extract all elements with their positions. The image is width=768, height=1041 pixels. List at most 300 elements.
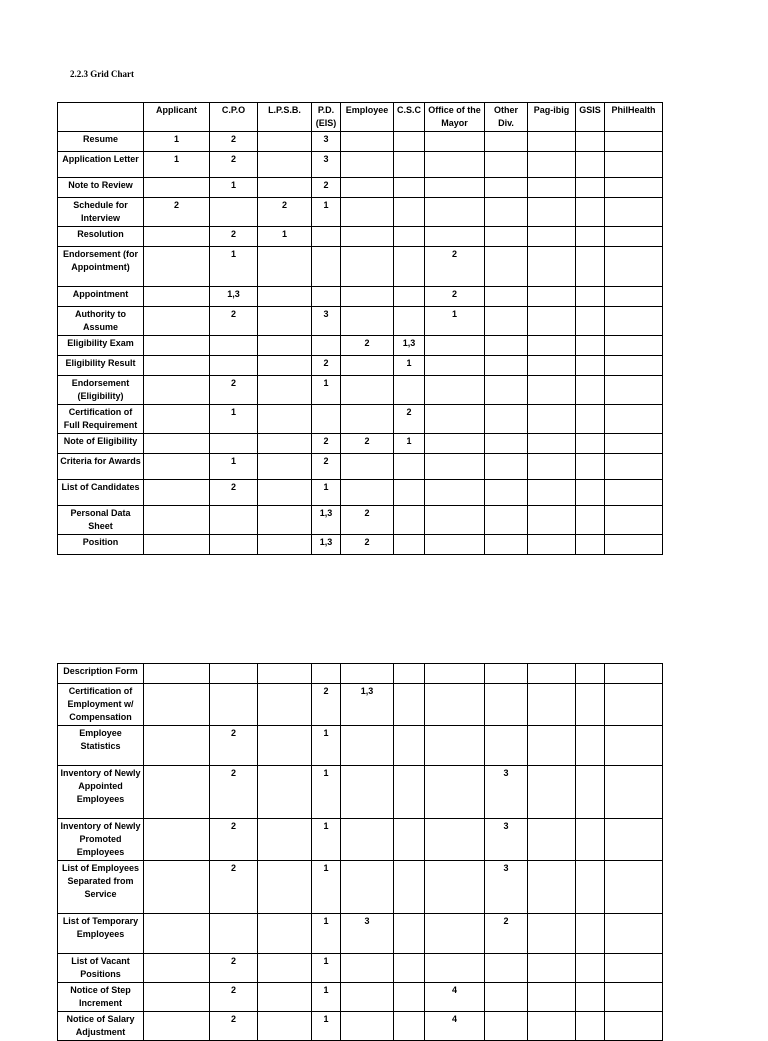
table-cell: 3 — [485, 766, 528, 819]
table-cell — [576, 766, 605, 819]
row-label: Eligibility Exam — [58, 336, 144, 356]
table-cell — [528, 506, 576, 535]
table-cell — [576, 914, 605, 954]
table-cell — [528, 861, 576, 914]
table-row — [58, 227, 663, 247]
table-cell — [394, 1012, 425, 1041]
table-cell — [258, 1012, 312, 1041]
table-cell — [258, 506, 312, 535]
table-row — [58, 356, 663, 376]
table-cell: 2 — [312, 684, 341, 726]
row-label: Description Form — [58, 664, 144, 684]
table-cell — [144, 766, 210, 819]
row-label: Authority to Assume — [58, 307, 144, 336]
table-cell: 1,3 — [312, 535, 341, 555]
table-cell: 1 — [144, 152, 210, 178]
table-cell — [210, 336, 258, 356]
table-cell — [258, 132, 312, 152]
column-header-office-of-the-mayor: Office of the Mayor — [425, 103, 485, 132]
table-cell — [258, 861, 312, 914]
table-cell — [258, 454, 312, 480]
table-cell — [425, 132, 485, 152]
table-cell: 2 — [210, 227, 258, 247]
table-row — [58, 454, 663, 480]
table-cell — [425, 454, 485, 480]
table-cell — [528, 684, 576, 726]
table-cell — [341, 983, 394, 1012]
table-cell — [605, 307, 663, 336]
table-cell — [605, 954, 663, 983]
table-cell — [576, 132, 605, 152]
table-cell — [485, 152, 528, 178]
table-cell: 2 — [144, 198, 210, 227]
table-cell — [605, 684, 663, 726]
table-cell — [425, 684, 485, 726]
table-cell — [528, 376, 576, 405]
table-cell — [341, 954, 394, 983]
table-cell: 2 — [258, 198, 312, 227]
row-label: Inventory of Newly Promoted Employees — [58, 819, 144, 861]
table-cell — [341, 247, 394, 287]
column-header-applicant: Applicant — [144, 103, 210, 132]
table-cell — [341, 861, 394, 914]
column-header-c-p-o: C.P.O — [210, 103, 258, 132]
table-cell — [341, 198, 394, 227]
table-cell: 1 — [144, 132, 210, 152]
table-row — [58, 664, 663, 684]
table-cell: 1,3 — [394, 336, 425, 356]
table-cell: 1,3 — [210, 287, 258, 307]
table-cell — [605, 1012, 663, 1041]
table-cell — [341, 356, 394, 376]
table-cell: 1 — [312, 726, 341, 766]
table-cell: 4 — [425, 1012, 485, 1041]
table-row — [58, 434, 663, 454]
table-cell — [528, 914, 576, 954]
table-cell — [576, 227, 605, 247]
table-cell: 2 — [425, 287, 485, 307]
table-cell — [394, 766, 425, 819]
table-cell — [341, 178, 394, 198]
table-row — [58, 336, 663, 356]
table-cell — [210, 535, 258, 555]
column-header-gsis: GSIS — [576, 103, 605, 132]
table-cell: 1 — [312, 983, 341, 1012]
table-cell — [425, 535, 485, 555]
table-cell — [425, 819, 485, 861]
table-cell — [576, 405, 605, 434]
table-cell — [210, 198, 258, 227]
table-cell: 1 — [312, 1012, 341, 1041]
table-cell — [528, 356, 576, 376]
table-cell — [258, 819, 312, 861]
row-label: Certification of Full Requirement — [58, 405, 144, 434]
table-cell — [144, 434, 210, 454]
table-cell — [341, 227, 394, 247]
table-cell: 1 — [312, 954, 341, 983]
table-cell — [485, 454, 528, 480]
table-cell — [210, 664, 258, 684]
table-cell — [576, 664, 605, 684]
table-cell — [485, 983, 528, 1012]
table-cell — [425, 405, 485, 434]
table-cell — [485, 535, 528, 555]
table-cell — [485, 506, 528, 535]
table-cell — [485, 307, 528, 336]
table-cell — [144, 914, 210, 954]
row-label: Application Letter — [58, 152, 144, 178]
table-cell — [605, 983, 663, 1012]
table-cell — [341, 287, 394, 307]
table-cell — [425, 198, 485, 227]
column-header-c-s-c: C.S.C — [394, 103, 425, 132]
table-cell — [605, 152, 663, 178]
table-cell — [576, 1012, 605, 1041]
table-cell: 1 — [425, 307, 485, 336]
column-header-p-d-eis: P.D. (EIS) — [312, 103, 341, 132]
table-cell — [144, 726, 210, 766]
table-cell: 3 — [312, 132, 341, 152]
table-cell — [341, 1012, 394, 1041]
row-label: List of Vacant Positions — [58, 954, 144, 983]
table-cell — [576, 287, 605, 307]
table-cell — [485, 198, 528, 227]
table-cell — [258, 307, 312, 336]
table-cell — [528, 664, 576, 684]
table-cell — [485, 405, 528, 434]
section-heading: 2.2.3 Grid Chart — [70, 69, 134, 79]
table-cell — [485, 132, 528, 152]
table-cell — [394, 506, 425, 535]
row-label: Endorsement (Eligibility) — [58, 376, 144, 405]
table-cell — [394, 684, 425, 726]
table-cell: 2 — [210, 376, 258, 405]
table-row — [58, 376, 663, 405]
table-cell: 2 — [485, 914, 528, 954]
table-cell — [528, 198, 576, 227]
table-cell — [394, 819, 425, 861]
table-cell: 2 — [210, 954, 258, 983]
table-cell — [394, 227, 425, 247]
table-cell — [528, 535, 576, 555]
table-cell — [210, 914, 258, 954]
table-row — [58, 726, 663, 766]
table-row — [58, 766, 663, 819]
table-row — [58, 287, 663, 307]
table-cell: 1 — [210, 178, 258, 198]
grid-chart-table-continued — [57, 663, 663, 1041]
table-cell — [576, 726, 605, 766]
table-cell — [258, 247, 312, 287]
table-cell — [576, 684, 605, 726]
table-cell — [576, 376, 605, 405]
table-cell — [258, 405, 312, 434]
table-cell: 2 — [210, 861, 258, 914]
table-cell — [394, 307, 425, 336]
table-cell: 1 — [394, 434, 425, 454]
table-row — [58, 1012, 663, 1041]
table-cell — [485, 376, 528, 405]
table-cell — [341, 307, 394, 336]
table-row — [58, 307, 663, 336]
row-label: List of Temporary Employees — [58, 914, 144, 954]
table-cell — [394, 376, 425, 405]
table-cell — [341, 152, 394, 178]
table-row — [58, 914, 663, 954]
table-row — [58, 247, 663, 287]
table-cell — [394, 198, 425, 227]
table-cell: 3 — [485, 861, 528, 914]
table-cell — [144, 684, 210, 726]
row-label: Criteria for Awards — [58, 454, 144, 480]
table-cell — [576, 861, 605, 914]
table-cell — [605, 861, 663, 914]
table-row — [58, 684, 663, 726]
table-cell — [485, 178, 528, 198]
table-cell — [144, 535, 210, 555]
header-row — [58, 103, 663, 132]
table-cell: 1 — [312, 198, 341, 227]
table-cell — [144, 1012, 210, 1041]
table-row — [58, 535, 663, 555]
table-cell — [528, 726, 576, 766]
table-row — [58, 506, 663, 535]
table-cell — [605, 336, 663, 356]
table-cell — [144, 336, 210, 356]
table-cell — [144, 983, 210, 1012]
table-cell — [394, 152, 425, 178]
table-cell: 2 — [341, 506, 394, 535]
table-cell — [605, 376, 663, 405]
table-cell — [425, 376, 485, 405]
table-cell — [144, 356, 210, 376]
table-row — [58, 178, 663, 198]
table-cell: 2 — [210, 132, 258, 152]
table-row — [58, 861, 663, 914]
table-cell — [425, 914, 485, 954]
table-cell — [341, 664, 394, 684]
table-cell: 1 — [210, 454, 258, 480]
table-cell — [576, 480, 605, 506]
row-label: Certification of Employment w/ Compensation — [58, 684, 144, 726]
table-cell — [144, 287, 210, 307]
table-cell — [425, 954, 485, 983]
table-cell — [312, 405, 341, 434]
table-cell — [528, 336, 576, 356]
column-header-pag-ibig: Pag-ibig — [528, 103, 576, 132]
table-cell: 4 — [425, 983, 485, 1012]
table-cell: 1 — [312, 376, 341, 405]
table-cell — [258, 914, 312, 954]
table-cell — [485, 1012, 528, 1041]
row-label: List of Employees Separated from Service — [58, 861, 144, 914]
table-cell — [258, 983, 312, 1012]
table-cell — [605, 914, 663, 954]
row-label: Schedule for Interview — [58, 198, 144, 227]
table-cell — [605, 405, 663, 434]
table-cell — [528, 1012, 576, 1041]
table-cell: 1 — [312, 819, 341, 861]
table-cell: 3 — [312, 152, 341, 178]
table-cell — [605, 178, 663, 198]
table-cell — [394, 954, 425, 983]
table-cell — [485, 726, 528, 766]
table-cell: 1 — [312, 861, 341, 914]
table-cell — [576, 356, 605, 376]
table-cell — [341, 405, 394, 434]
column-header-other-div: Other Div. — [485, 103, 528, 132]
row-label: Resume — [58, 132, 144, 152]
table-cell — [312, 287, 341, 307]
table-cell — [485, 434, 528, 454]
table-cell — [605, 198, 663, 227]
table-cell — [258, 664, 312, 684]
table-cell: 2 — [312, 178, 341, 198]
table-cell: 1,3 — [312, 506, 341, 535]
table-cell — [341, 454, 394, 480]
row-label: Note to Review — [58, 178, 144, 198]
table-cell — [576, 247, 605, 287]
row-label: Eligibility Result — [58, 356, 144, 376]
table-cell — [312, 336, 341, 356]
table-cell — [144, 405, 210, 434]
table-row — [58, 954, 663, 983]
table-cell: 1 — [210, 247, 258, 287]
table-cell — [258, 287, 312, 307]
table-cell — [528, 287, 576, 307]
table-cell — [394, 480, 425, 506]
table-cell: 2 — [312, 356, 341, 376]
row-label: Appointment — [58, 287, 144, 307]
table-cell — [394, 726, 425, 766]
table-row — [58, 405, 663, 434]
table-cell — [210, 434, 258, 454]
table-cell — [485, 684, 528, 726]
table-cell — [528, 983, 576, 1012]
table-cell — [144, 819, 210, 861]
table-cell — [258, 152, 312, 178]
table-cell — [425, 178, 485, 198]
table-cell — [258, 684, 312, 726]
table-cell — [144, 954, 210, 983]
table-cell — [394, 914, 425, 954]
table-cell: 2 — [425, 247, 485, 287]
table-cell — [605, 480, 663, 506]
table-cell — [394, 535, 425, 555]
table-row — [58, 198, 663, 227]
table-cell — [341, 766, 394, 819]
table-cell — [144, 227, 210, 247]
table-cell: 1,3 — [341, 684, 394, 726]
row-label: Inventory of Newly Appointed Employees — [58, 766, 144, 819]
table-cell — [528, 480, 576, 506]
table-cell — [394, 178, 425, 198]
table-cell: 2 — [210, 983, 258, 1012]
table-cell — [258, 535, 312, 555]
table-cell — [144, 178, 210, 198]
table-cell — [605, 247, 663, 287]
table-cell — [425, 726, 485, 766]
table-cell — [258, 766, 312, 819]
grid-chart-table — [57, 102, 663, 555]
table-cell — [144, 454, 210, 480]
table-cell — [528, 954, 576, 983]
table-cell — [605, 454, 663, 480]
table-cell: 2 — [394, 405, 425, 434]
table-cell — [528, 227, 576, 247]
table-cell — [394, 861, 425, 914]
table-cell — [312, 247, 341, 287]
corner-cell — [58, 103, 144, 132]
table-cell: 2 — [312, 434, 341, 454]
table-cell — [258, 336, 312, 356]
table-cell: 2 — [210, 152, 258, 178]
table-cell — [258, 954, 312, 983]
table-cell — [485, 664, 528, 684]
column-header-l-p-s-b: L.P.S.B. — [258, 103, 312, 132]
table-cell — [576, 454, 605, 480]
table-cell: 2 — [210, 307, 258, 336]
table-cell — [605, 434, 663, 454]
table-cell — [485, 247, 528, 287]
table-cell — [425, 506, 485, 535]
table-cell — [341, 819, 394, 861]
table-cell — [258, 434, 312, 454]
table-cell — [425, 861, 485, 914]
table-cell — [605, 726, 663, 766]
table-cell — [528, 178, 576, 198]
table-cell — [485, 227, 528, 247]
column-header-employee: Employee — [341, 103, 394, 132]
table-cell — [394, 132, 425, 152]
table-cell — [394, 454, 425, 480]
table-cell — [528, 819, 576, 861]
table-cell — [394, 287, 425, 307]
row-label: Personal Data Sheet — [58, 506, 144, 535]
table-cell — [394, 247, 425, 287]
row-label: Resolution — [58, 227, 144, 247]
table-row — [58, 819, 663, 861]
table-row — [58, 480, 663, 506]
table-cell — [210, 356, 258, 376]
table-cell: 1 — [258, 227, 312, 247]
table-cell — [576, 434, 605, 454]
table-cell — [258, 726, 312, 766]
table-cell: 2 — [210, 480, 258, 506]
table-cell — [528, 132, 576, 152]
table-cell — [210, 684, 258, 726]
table-cell — [258, 376, 312, 405]
table-cell: 2 — [341, 434, 394, 454]
table-cell: 2 — [210, 819, 258, 861]
table-cell — [605, 819, 663, 861]
table-cell — [605, 227, 663, 247]
table-cell — [258, 356, 312, 376]
table-cell: 3 — [312, 307, 341, 336]
table-cell: 2 — [341, 535, 394, 555]
table-cell: 1 — [312, 766, 341, 819]
table-cell — [425, 336, 485, 356]
table-cell — [576, 506, 605, 535]
table-cell — [485, 287, 528, 307]
table-cell — [425, 356, 485, 376]
table-cell — [528, 434, 576, 454]
table-cell: 2 — [312, 454, 341, 480]
table-cell — [144, 664, 210, 684]
table-cell — [605, 287, 663, 307]
table-cell — [528, 405, 576, 434]
row-label: Position — [58, 535, 144, 555]
